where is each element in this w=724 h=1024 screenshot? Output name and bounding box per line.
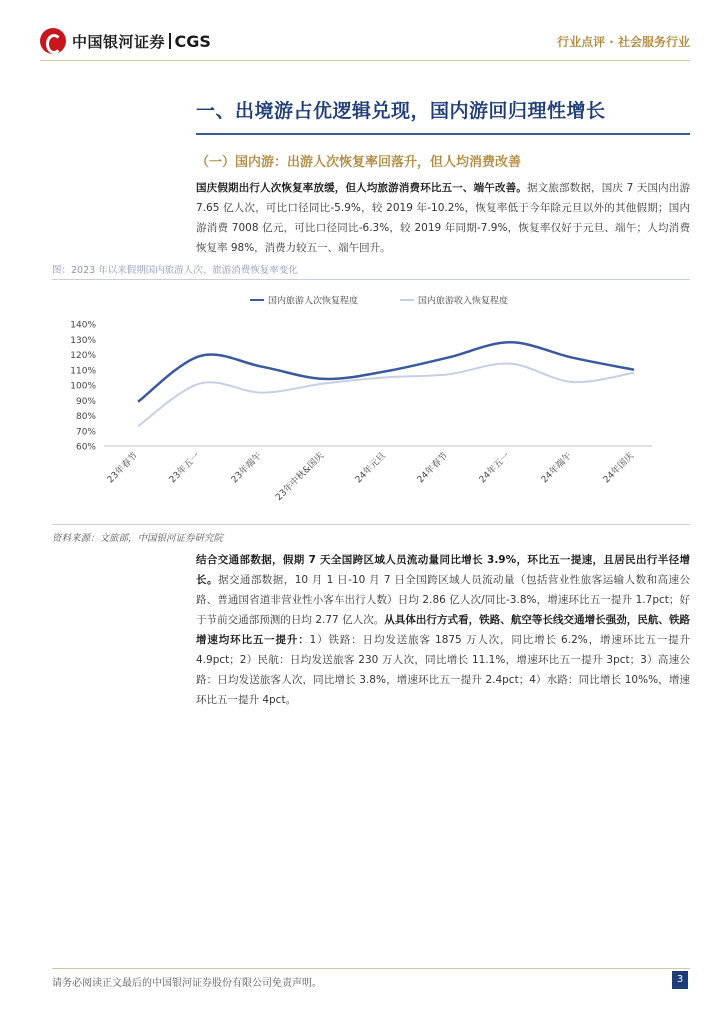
x-tick-label: 23年五一	[167, 451, 203, 486]
y-tick-label: 100%	[70, 381, 96, 392]
y-tick-label: 120%	[70, 351, 96, 361]
section-divider	[196, 133, 690, 135]
report-type: 行业点评 · 社会服务行业	[557, 35, 690, 49]
series-line-1	[138, 364, 634, 427]
y-tick-label: 60%	[75, 442, 96, 453]
brand-name-cn: 中国银河证券	[72, 32, 166, 51]
x-tick-label: 24年春节	[415, 451, 451, 486]
page-number: 3	[672, 971, 688, 989]
x-tick-label: 24年端午	[539, 451, 575, 486]
y-tick-label: 70%	[75, 427, 96, 438]
header-divider	[40, 60, 690, 61]
y-tick-label: 110%	[70, 366, 96, 377]
paragraph-2-body: 据交通部数据，10 月 1 日-10 月 7 日全国跨区域人员流动量（包括营业性旅客运输人数和高速公路、普通国省道非营业性小客车出行人数）日均 2.86 亿人次/同比-3.8%，增速环比五一提升 1.7pct；好于节前交通部预测的日均 2.77 亿人次。	[196, 574, 690, 626]
paragraph-1	[196, 178, 690, 258]
x-tick-label: 24年国庆	[601, 451, 637, 486]
y-tick-label: 80%	[75, 412, 96, 422]
y-tick-label: 90%	[75, 396, 96, 407]
y-tick-label: 140%	[70, 320, 96, 331]
paragraph-2-lead: 结合交通部数据，假期 7 天全国跨区域人员流动量同比增长 3.9%，环比五一提速，且居民出行半径增长。	[196, 554, 690, 586]
y-tick-label: 130%	[70, 335, 96, 346]
brand-logo	[40, 28, 211, 54]
paragraph-1-body: 据文旅部数据，国庆 7 天国内出游 7.65 亿人次，可比口径同比-5.9%，较 2019 年-10.2%，恢复率低于今年除元旦以外的其他假期；国内游消费 7008 亿元，可比口径同比-6.3%，较 2019 年同期-7.9%，恢复率仅好于元旦、端午；人均消费恢复率 98%，消费力较五一、端午回升。	[196, 182, 690, 254]
recovery-line-chart	[52, 282, 672, 518]
series-line-0	[138, 342, 634, 401]
paragraph-2	[196, 550, 690, 710]
sub-title: （一）国内游：出游人次恢复率回落升，但人均消费改善	[196, 155, 522, 170]
x-tick-label: 23年端午	[229, 451, 265, 486]
figure-caption: 图：2023 年以来假期国内旅游人次、旅游消费恢复率变化	[52, 262, 690, 280]
x-tick-label: 23年中秋&国庆	[274, 451, 327, 504]
section-title: 一、出境游占优逻辑兑现，国内游回归理性增长	[196, 100, 606, 122]
brand-name-en: CGS	[174, 31, 211, 51]
x-tick-label: 23年春节	[105, 451, 141, 486]
legend-label-1: 国内旅游收入恢复程度	[418, 296, 509, 307]
paragraph-1-lead: 国庆假期出行人次恢复率放缓，但人均旅游消费环比五一、端午改善。	[196, 182, 527, 194]
source-divider	[52, 524, 690, 525]
figure-source: 资料来源：文旅部，中国银河证券研究院	[52, 533, 224, 544]
logo-divider	[169, 33, 171, 49]
x-tick-label: 24年元旦	[353, 451, 389, 486]
x-tick-label: 24年五一	[477, 451, 513, 486]
cgs-logo-icon	[40, 28, 66, 54]
paragraph-2-body-2: 1）铁路：日均发送旅客 1875 万人次，同比增长 6.2%，增速环比五一提升 4.9pct；2）民航：日均发送旅客 230 万人次，同比增长 11.1%，增速环比五一提升 3pct；3）高速公路：日均发送旅客人次，同比增长 3.8%，增速环比五一提升 2.4pct；4）水路：同比增长 10%%，增速环比五一提升 4pct。	[196, 634, 691, 706]
page-header	[0, 0, 724, 60]
paragraph-2-lead-2: 从具体出行方式看，铁路、航空等长线交通增长强劲，民航、铁路增速均环比五一提升：	[196, 614, 691, 646]
footer-divider	[52, 968, 690, 969]
legend-label-0: 国内旅游人次恢复程度	[268, 296, 359, 307]
disclaimer-note: 请务必阅读正文最后的中国银河证券股份有限公司免责声明。	[52, 978, 322, 989]
